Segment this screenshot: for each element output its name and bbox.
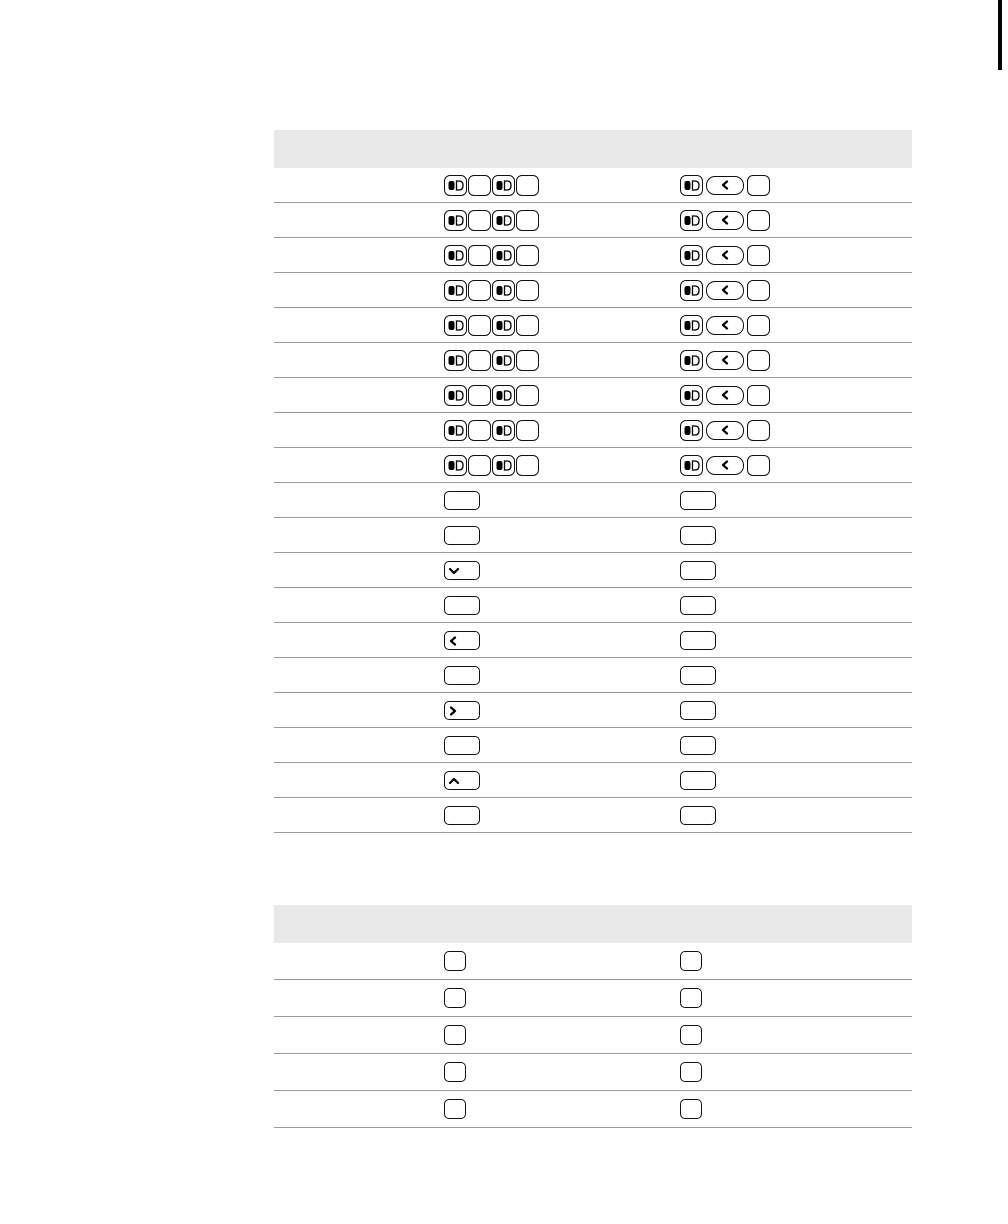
key-combination [444,315,680,336]
key-cell-col2 [444,1054,680,1091]
key-cell-col3 [680,308,912,343]
back-arrow-key-icon [706,316,744,335]
blank-key-icon [516,280,539,301]
table-row [274,728,912,763]
back-arrow-key-icon [706,246,744,265]
function-key-icon [680,280,703,301]
key-mapping-table-1 [274,130,912,833]
table-row [274,518,912,553]
key-combination [444,420,680,441]
table-row [274,1054,912,1091]
blank-key-icon [747,175,770,196]
key-combination [444,175,680,196]
row-label [274,553,444,588]
key-cell-col2 [444,168,680,203]
row-label [274,168,444,203]
function-key-icon [680,455,703,476]
blank-key-icon [680,701,716,720]
row-label [274,203,444,238]
table-row [274,273,912,308]
header-cell [444,905,680,943]
blank-key-icon [680,561,716,580]
key-cell-col2 [444,518,680,553]
blank-key-icon [468,420,491,441]
key-combination [444,455,680,476]
header-cell [274,130,444,168]
blank-key-icon [680,1062,702,1082]
row-label [274,413,444,448]
back-arrow-key-icon [706,421,744,440]
table-row [274,980,912,1017]
key-combination [680,350,912,371]
table-row [274,588,912,623]
blank-key-icon [468,210,491,231]
table-row [274,448,912,483]
function-key-icon [680,210,703,231]
row-label [274,763,444,798]
key-cell-col2 [444,658,680,693]
blank-key-icon [468,280,491,301]
key-cell-col2 [444,343,680,378]
table-row [274,1017,912,1054]
key-cell-col2 [444,238,680,273]
function-key-icon [492,385,515,406]
back-arrow-key-icon [706,456,744,475]
blank-key-icon [468,315,491,336]
function-key-icon [444,210,467,231]
table-row [274,238,912,273]
blank-key-icon [516,350,539,371]
row-label [274,1091,444,1128]
blank-key-icon [747,280,770,301]
table-header-row [274,905,912,943]
key-cell-col3 [680,980,912,1017]
function-key-icon [492,175,515,196]
key-cell-col3 [680,273,912,308]
key-cell-col3 [680,763,912,798]
arrow-right-icon [444,701,480,720]
key-cell-col3 [680,658,912,693]
key-cell-col3 [680,588,912,623]
blank-key-icon [747,210,770,231]
blank-key-icon [444,1025,466,1045]
key-combination [680,210,912,231]
key-cell-col3 [680,483,912,518]
key-combination [444,210,680,231]
function-key-icon [444,385,467,406]
blank-key-icon [680,951,702,971]
key-combination [444,385,680,406]
key-combination [680,315,912,336]
blank-key-icon [444,526,480,545]
row-label [274,448,444,483]
arrow-left-icon [444,631,480,650]
table-row [274,343,912,378]
blank-key-icon [680,988,702,1008]
blank-key-icon [444,666,480,685]
key-cell-col2 [444,588,680,623]
blank-key-icon [444,491,480,510]
row-label [274,273,444,308]
key-cell-col2 [444,728,680,763]
function-key-icon [444,175,467,196]
key-cell-col3 [680,1091,912,1128]
blank-key-icon [680,631,716,650]
key-cell-col3 [680,1054,912,1091]
blank-key-icon [680,596,716,615]
row-label [274,980,444,1017]
row-label [274,378,444,413]
blank-key-icon [444,1099,466,1119]
function-key-icon [444,420,467,441]
function-key-icon [444,455,467,476]
blank-key-icon [747,315,770,336]
blank-key-icon [680,736,716,755]
row-label [274,943,444,980]
table-row [274,763,912,798]
blank-key-icon [468,350,491,371]
back-arrow-key-icon [706,176,744,195]
function-key-icon [492,350,515,371]
blank-key-icon [680,526,716,545]
blank-key-icon [516,385,539,406]
key-cell-col2 [444,413,680,448]
header-cell [274,905,444,943]
function-key-icon [444,245,467,266]
blank-key-icon [468,385,491,406]
key-cell-col2 [444,763,680,798]
function-key-icon [492,245,515,266]
key-cell-col2 [444,553,680,588]
table-row [274,943,912,980]
row-label [274,798,444,833]
blank-key-icon [747,350,770,371]
key-combination [680,420,912,441]
key-cell-col3 [680,693,912,728]
key-combination [680,245,912,266]
table-row [274,1091,912,1128]
key-combination [680,455,912,476]
blank-key-icon [680,806,716,825]
key-cell-col2 [444,378,680,413]
key-cell-col2 [444,798,680,833]
blank-key-icon [444,596,480,615]
blank-key-icon [680,666,716,685]
row-label [274,238,444,273]
function-key-icon [680,245,703,266]
function-key-icon [492,455,515,476]
row-label [274,308,444,343]
header-cell [444,130,680,168]
key-mapping-table-2 [274,905,912,1128]
key-cell-col3 [680,728,912,763]
row-label [274,623,444,658]
key-cell-col3 [680,168,912,203]
key-cell-col3 [680,1017,912,1054]
row-label [274,728,444,763]
table-row [274,798,912,833]
back-arrow-key-icon [706,281,744,300]
table-row [274,413,912,448]
header-cell [680,130,912,168]
key-combination [680,280,912,301]
function-key-icon [492,315,515,336]
row-label [274,658,444,693]
blank-key-icon [747,385,770,406]
blank-key-icon [516,175,539,196]
key-cell-col3 [680,798,912,833]
table-row [274,483,912,518]
function-key-icon [680,420,703,441]
function-key-icon [680,350,703,371]
blank-key-icon [444,1062,466,1082]
key-cell-col3 [680,343,912,378]
key-cell-col3 [680,413,912,448]
back-arrow-key-icon [706,386,744,405]
key-cell-col3 [680,553,912,588]
row-label [274,1054,444,1091]
key-cell-col3 [680,378,912,413]
blank-key-icon [444,736,480,755]
blank-key-icon [516,315,539,336]
key-combination [680,385,912,406]
blank-key-icon [680,491,716,510]
row-label [274,588,444,623]
table-row [274,308,912,343]
table-row [274,658,912,693]
key-cell-col3 [680,518,912,553]
key-cell-col3 [680,943,912,980]
function-key-icon [492,280,515,301]
blank-key-icon [516,245,539,266]
key-cell-col2 [444,693,680,728]
row-label [274,483,444,518]
function-key-icon [492,420,515,441]
table-row [274,378,912,413]
blank-key-icon [468,245,491,266]
key-combination [680,175,912,196]
blank-key-icon [444,951,466,971]
table-row [274,623,912,658]
blank-key-icon [680,1099,702,1119]
table-row [274,168,912,203]
arrow-up-icon [444,771,480,790]
table-header-row [274,130,912,168]
blank-key-icon [468,455,491,476]
blank-key-icon [680,1025,702,1045]
table-row [274,203,912,238]
key-cell-col2 [444,308,680,343]
function-key-icon [680,385,703,406]
key-combination [444,280,680,301]
function-key-icon [444,350,467,371]
function-key-icon [444,280,467,301]
function-key-icon [444,315,467,336]
function-key-icon [680,175,703,196]
key-cell-col2 [444,203,680,238]
key-cell-col2 [444,943,680,980]
key-combination [444,245,680,266]
key-cell-col2 [444,273,680,308]
row-label [274,693,444,728]
blank-key-icon [747,455,770,476]
blank-key-icon [516,210,539,231]
blank-key-icon [680,771,716,790]
page-edge-tab [998,0,1002,70]
key-combination [444,350,680,371]
key-cell-col2 [444,980,680,1017]
key-cell-col2 [444,1091,680,1128]
key-cell-col3 [680,203,912,238]
back-arrow-key-icon [706,211,744,230]
table-row [274,553,912,588]
row-label [274,343,444,378]
key-cell-col2 [444,1017,680,1054]
blank-key-icon [444,988,466,1008]
key-cell-col2 [444,448,680,483]
row-label [274,1017,444,1054]
function-key-icon [680,315,703,336]
blank-key-icon [747,420,770,441]
blank-key-icon [444,806,480,825]
row-label [274,518,444,553]
blank-key-icon [468,175,491,196]
function-key-icon [492,210,515,231]
key-cell-col3 [680,448,912,483]
arrow-down-icon [444,561,480,580]
blank-key-icon [516,420,539,441]
key-cell-col2 [444,623,680,658]
back-arrow-key-icon [706,351,744,370]
blank-key-icon [747,245,770,266]
key-cell-col3 [680,238,912,273]
key-cell-col2 [444,483,680,518]
key-cell-col3 [680,623,912,658]
header-cell [680,905,912,943]
table-row [274,693,912,728]
blank-key-icon [516,455,539,476]
